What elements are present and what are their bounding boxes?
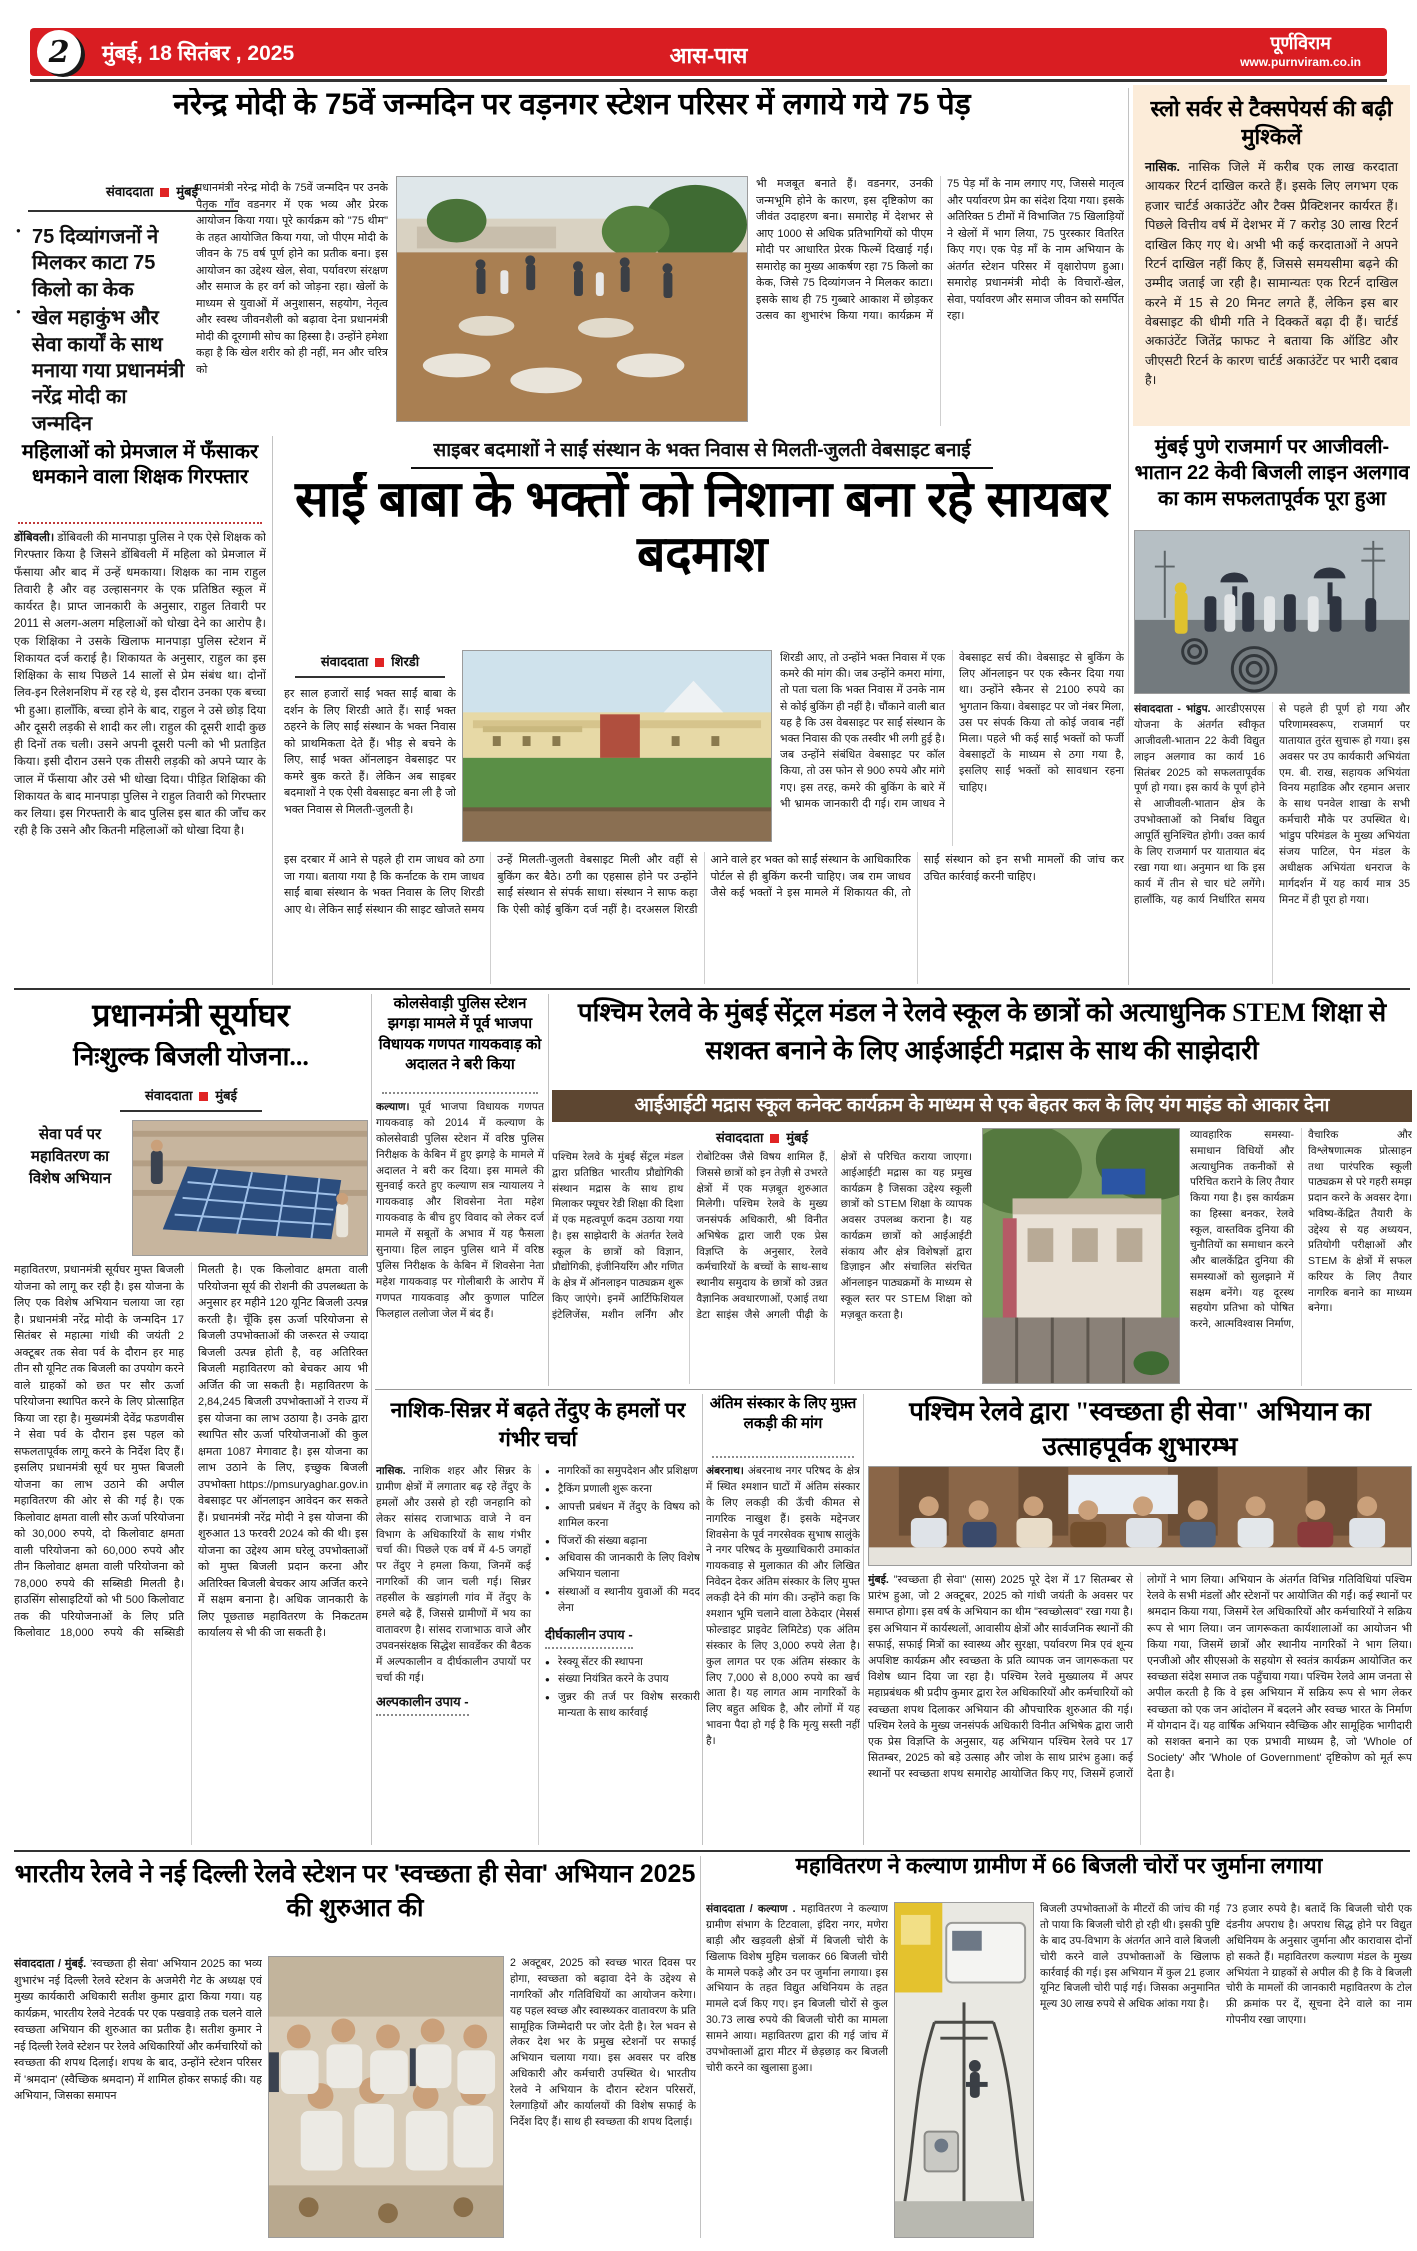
powerline-story-headline: मुंबई पुणे राजमार्ग पर आजीवली- भातान 22 केवी बिजली लाइन अलगाव का काम सफलतापूर्वक पूरा हुआ: [1134, 436, 1410, 510]
list-item: ● अधिवास की जानकारी के लिए विशेष अभियान चलाना: [545, 1551, 700, 1583]
leopard-story-headline: नाशिक-सिन्नर में बढ़ते तेंदुए के हमलों पर गंभीर चर्चा: [390, 1398, 686, 1452]
wood-story-body: अंबरनाथ। अंबरनाथ नगर परिषद के क्षेत्र में स्थित श्मशान घाटों में अंतिम संस्कार के लिए लकड़ी की ऊँची कीमत से नागरिक नाखुश हैं। इसके मद्देनजर शिवसेना के पूर्व नगरसेवक सुभाष सालुंके ने नगर परिषद के मुख्याधिकारी उमाकांत गायकवाड़ से मुलाकात की और लिखित निवेदन देकर अंतिम संस्कार के लिए मुफ्त लकड़ी देने की मांग की। उन्होंने कहा कि श्मशान भूमि चलाने वाला ठेकेदार (मेसर्स फोल्डाइट प्राइवेट लिमिटेड) एक अंतिम संस्कार के लिए 3,000 रुपये लेता है। कुल लागत पर एक अंतिम संस्कार के लिए 7,000 से 8,000 रुपये का खर्च आता है। यह लागत आम नागरिकों के लिए बहुत अधिक है, और लोगों में यह भावना पैदा हो गई है कि मृत्यु सस्ती नहीं है।: [706, 1465, 860, 1748]
column-rule: [548, 994, 549, 1386]
tree-planting-photo: [396, 176, 748, 422]
wr-story-headline: पश्चिम रेलवे द्वारा "स्वच्छता ही सेवा" अभियान का उत्साहपूर्वक शुभारम्भ: [909, 1397, 1371, 1462]
delhi-story-headline: भारतीय रेलवे ने नई दिल्ली रेलवे स्टेशन पर 'स्वच्छता ही सेवा' अभियान 2025 की शुरुआत की: [14, 1860, 696, 1922]
stem-story-body-main: पश्चिम रेलवे के मुंबई सेंट्रल मंडल द्वारा प्रतिष्ठित भारतीय प्रौद्योगिकी संस्थान मद्रास के साथ हाथ मिलाकर फ्यूचर रेडी शिक्षा की दिशा में एक महत्वपूर्ण कदम उठाया गया है। इस साझेदारी के अंतर्गत रेलवे स्कूल के छात्रों को विज्ञान, प्रौद्योगिकी, इंजीनियरिंग और गणित के क्षेत्र में ऑनलाइन पाठ्यक्रम शुरू किए जाएंगे। इनमें आर्टिफिशियल इंटेलिजेंस, मशीन लर्निंग और रोबोटिक्स जैसे विषय शामिल हैं, जिससे छात्रों को इन तेज़ी से उभरते क्षेत्रों में एक मज़बूत शुरुआत मिलेगी। पश्चिम रेलवे के मुख्य जनसंपर्क अधिकारी, श्री विनीत अभिषेक द्वारा जारी एक प्रेस विज्ञप्ति के अनुसार, रेलवे कर्मचारियों के बच्चों के साथ-साथ स्थानीय समुदाय के छात्रों को उन्नत वैज्ञानिक अवधारणाओं, एआई तथा डेटा साइंस जैसे अगली पीढ़ी के क्षेत्रों से परिचित कराया जाएगा। आईआईटी मद्रास का यह प्रमुख कार्यक्रम है जिसका उद्देश्य स्कूली छात्रों को STEM शिक्षा के व्यापक अवसर उपलब्ध कराना है। यह कार्यक्रम छात्रों को आईआईटी संकाय और क्षेत्र विशेषज्ञों द्वारा डिज़ाइन और संचालित संरचित ऑनलाइन पाठ्यक्रमों के माध्यम से स्कूल स्तर पर STEM शिक्षा को मज़बूत करता है।: [552, 1151, 972, 1321]
brand-website: www.purnviram.co.in: [1240, 54, 1361, 69]
dotted-divider: [18, 522, 262, 524]
wr-pledge-group-photo: [868, 1466, 1412, 1566]
suryaghar-body: महावितरण, प्रधानमंत्री सूर्यघर मुफ्त बिजली योजना को लागू कर रही है। इस योजना के लिए एक विशेष अभियान चलाया जा रहा है। प्रधानमंत्री नरेंद्र मोदी के जन्मदिन 17 सितंबर से महात्मा गांधी की जयंती 2 अक्टूबर तक सेवा पर्व के दौरान हर माह तीन सौ यूनिट तक बिजली का उपयोग करने वाले ग्राहकों को छत पर सौर ऊर्जा परियोजना स्थापित करने के लिए प्रोत्साहित किया जा रहा है। मुख्यमंत्री देवेंद्र फडणवीस ने सेवा पर्व के दौरान इस पहल को सफलतापूर्वक लागू करने के निर्देश दिए हैं। इसलिए प्रधानमंत्री सूर्य घर मुफ्त बिजली योजना का लाभ उठाने की अपील महावितरण की ओर से की गई है। एक किलोवाट क्षमता वाली सौर ऊर्जा परियोजना को 30,000 रुपये, दो किलोवाट क्षमता वाली परियोजना को 60,000 रुपये और तीन किलोवाट क्षमता वाली परियोजना को 78,000 रुपये की सब्सिडी मिलती है। हाउसिंग सोसाइटियों को भी 500 किलोवाट तक की परियोजनाओं के लिए प्रति किलोवाट 18,000 रुपये की सब्सिडी मिलती है। एक किलोवाट क्षमता वाली परियोजना सूर्य की रोशनी की उपलब्धता के अनुसार हर महीने 120 यूनिट बिजली उत्पन्न करती है। चूँकि इस ऊर्जा परियोजना से बिजली उपभोक्ताओं की जरूरत से ज्यादा बिजली उत्पन्न होती है, वह अतिरिक्त बिजली महावितरण को बेचकर आय भी अर्जित की जा सकती है। महावितरण के 2,84,245 बिजली उपभोक्ताओं ने राज्य में इस योजना का लाभ उठाया है। उनके द्वारा स्थापित सौर ऊर्जा परियोजनाओं की कुल क्षमता 1087 मेगावाट है। इस योजना का लाभ उठाने के लिए, इच्छुक बिजली उपभोक्ता https://pmsuryaghar.gov.in वेबसाइट पर ऑनलाइन आवेदन कर सकते हैं। प्रधानमंत्री नरेंद्र मोदी ने इस योजना की शुरुआत 13 फरवरी 2024 को की थी। इस योजना का उद्देश्य आम घरेलू उपभोक्ताओं को मुफ्त बिजली प्रदान करना और अतिरिक्त बिजली बेचकर आय अर्जित करने में सक्षम बनाना है। अधिक जानकारी के लिए पूछताछ महावितरण के निकटतम कार्यालय से भी की जा सकती है।: [14, 1264, 368, 1639]
tax-story-body: नासिक. नासिक जिले में करीब एक लाख करदाता आयकर रिटर्न दाखिल करते हैं। इसके लिए लगभग एक हजार चार्टर्ड अकाउंटेंट और टैक्स प्रैक्टिशनर कार्यरत हैं। पिछले वित्तीय वर्ष में देशभर में 7 करोड़ 30 लाख रिटर्न दाखिल किए गए थे। अभी भी कई करदाताओं ने अपने रिटर्न दाखिल नहीं किए हैं, जिससे समयसीमा बढ़ने की उम्मीद जताई जा रही है। सामान्यतः एक रिटर्न दाखिल करने में 15 से 20 मिनट लगते हैं, लेकिन इस बार वेबसाइट की धीमी गति ने दिक्कतें बढ़ा दी हैं। चार्टर्ड अकाउंटेंट जितेंद्र फाफट ने बताया कि ऑडिट और जीएसटी रिटर्न के कारण चार्टर्ड अकाउंटेंट पर भारी दबाव है।: [1145, 160, 1398, 388]
dateline: नासिक.: [1145, 160, 1180, 174]
section-divider: [14, 988, 1410, 990]
delhi-byline: संवाददाता / मुंबई.: [14, 1958, 87, 1970]
stem-story-body-right: व्यावहारिक समस्या-समाधान विधियों और अत्याधुनिक तकनीकों से परिचित कराने के लिए तैयार किया गया है। इस कार्यक्रम का हिस्सा बनकर, रेलवे स्कूल, वास्तविक दुनिया की चुनौतियों का समाधान करने और बालकेंद्रित दुनिया की समस्याओं को सुलझाने में सक्षम बनेंगे। यह दूरस्थ सहयोग प्रतिभा को पोषित करने, आत्मविश्वास निर्माण, वैचारिक और विश्लेषणात्मक प्रोत्साहन तथा पारंपरिक स्कूली पाठ्यक्रम से परे गहरी समझ प्रदान करने के अवसर देगा। भविष्य-केंद्रित तैयारी के उद्देश्य से यह अध्ययन, प्रतियोगी परीक्षाओं और STEM के क्षेत्रों में सफल करियर के लिए तैयार नागरिक बनाने का माध्यम बनेगा।: [1190, 1129, 1412, 1330]
sai-story-headline: साईं बाबा के भक्तों को निशाना बना रहे सायबर बदमाश: [295, 472, 1109, 582]
column-rule: [702, 1394, 703, 1845]
dateline: नासिक.: [376, 1465, 406, 1477]
byline-square-icon: [199, 1092, 208, 1101]
list-item: ● जुन्नर की तर्ज पर विशेष सरकारी मान्यता के साथ कार्रवाई: [545, 1690, 700, 1722]
section-divider: [14, 1850, 1410, 1852]
sai-story-byline: संवाददाता शिरडी: [320, 654, 420, 669]
masthead-date: मुंबई, 18 सितंबर , 2025: [102, 42, 295, 65]
court-story-headline: कोलसेवाड़ी पुलिस स्टेशन झगड़ा मामले में पूर्व भाजपा विधायक गणपत गायकवाड़ को अदालत ने बरी किया: [378, 995, 542, 1073]
list-item: ● संख्या नियंत्रित करने के उपाय: [545, 1672, 700, 1688]
theft-story-col2: बिजली उपभोक्ताओं के मीटरों की जांच की गई तो पाया कि बिजली चोरी हो रही थी। इसकी पुष्टि के बाद उप-विभाग के अंतर्गत आने वाले बिजली चोरी करने वाले उपभोक्ताओं के खिलाफ कार्रवाई की गई। इस अभियान में कुल 21 हजार यूनिट बिजली चोरी पाई गई। जिसका अनुमानित मूल्य 30 लाख रुपये से अधिक आंका गया है।: [1040, 1903, 1220, 2011]
masthead-bar: [30, 28, 1387, 76]
list-item: ● रेस्क्यू सेंटर की स्थापना: [545, 1655, 700, 1671]
column-rule: [272, 436, 273, 985]
column-rule: [371, 994, 372, 1845]
wood-story-headline: अंतिम संस्कार के लिए मुफ़्त लकड़ी की मांग: [709, 1395, 857, 1433]
masthead-rule: [30, 79, 1387, 82]
stem-story-main: [552, 1128, 972, 1386]
sai-story-body-bottom: इस दरबार में आने से पहले ही राम जाधव को ठगा जा गया। बताया गया है कि कर्नाटक के राम जाधव साईं बाबा संस्थान के भक्त निवास के लिए शिरडी आए थे। लेकिन साईं संस्थान की साइट खोजते समय उन्हें मिलती-जुलती वेबसाइट मिली और वहीं से बुकिंग कर बैठे। ठगी का एहसास होने पर उन्होंने साईं संस्थान से संपर्क साधा। संस्थान ने साफ कहा कि ऐसी कोई बुकिंग दर्ज नहीं है। दरअसल शिरडी आने वाले हर भक्त को साईं संस्थान के आधिकारिक पोर्टल से ही बुकिंग करनी चाहिए। जब राम जाधव जैसे कई भक्तों ने इस मामले में शिकायत की, तो साईं संस्थान को इन सभी मामलों की जांच कर उचित कार्रवाई करनी चाहिए।: [284, 854, 1124, 916]
suryaghar-headline-2: निःशुल्क बिजली योजना...: [73, 1042, 309, 1071]
sai-story-left-col: [284, 652, 456, 848]
stem-story-banner: आईआईटी मद्रास स्कूल कनेक्ट कार्यक्रम के माध्यम से एक बेहतर कल के लिए यंग माइंड को आकार देना: [552, 1090, 1412, 1122]
shirdi-complex-photo: [462, 650, 772, 842]
paper-title: आस-पास: [669, 43, 748, 68]
leopard-short-term-heading: अल्पकालीन उपाय -: [376, 1692, 469, 1716]
sai-story-kicker-wrap: [280, 436, 1124, 469]
list-item: ● 75 दिव्यांगजनों ने मिलकर काटा 75 किलो का केक: [16, 224, 190, 303]
list-item: ● पिंजरों की संख्या बढ़ाना: [545, 1534, 700, 1550]
stem-school-building-photo: [982, 1128, 1180, 1384]
list-item: ● आपत्ती प्रबंधन में तेंदुए के विषय को शामिल करना: [545, 1500, 700, 1532]
dotted-divider: [382, 1092, 538, 1094]
stem-story-byline: संवाददाता मुंबई: [716, 1130, 808, 1145]
leopard-story-body: नासिक. नाशिक शहर और सिन्नर के ग्रामीण क्षेत्रों में लगातार बढ़ रहे तेंदुए के हमलों और उससे हो रही जनहानि को लेकर सांसद राजाभाऊ वाजे ने वन विभाग के अधिकारियों के साथ गंभीर चर्चा की। पिछले एक वर्ष में 4-5 जगहों पर तेंदुए ने हमला किया, जिनमें कई नागरिकों की जान चली गई। सिन्नर तहसील के खड़ांगली गांव में तेंदुए के हमले बढ़े हैं, जिससे ग्रामीणों में भय का वातावरण है। सांसद राजाभाऊ वाजे और उपवनसंरक्षक सिद्धेश सावर्डेकर की बैठक में अल्पकालीन व दीर्घकालीन उपायों पर चर्चा की गई। अल्पकालीन उपाय - ● नागरिकों का समुपदेशन और प्रशिक्षण ● ट्रैकिंग प्रणाली शुरू करना ● आपत्ती प्रबंधन में तेंदुए के विषय को शामिल करना ● पिंजरों की संख्या बढ़ाना ● अधिवास की जानकारी के लिए विशेष अभियान चलाना ● संस्थाओं व स्थानीय युवाओं की मदद लेना दीर्घकालीन उपाय - ● रेस्क्यू सेंटर की स्थापना ● संख्या नियंत्रित करने के उपाय ● जुन्नर की तर्ज पर विशेष सरकारी मान्यता के साथ कार्रवाई: [376, 1464, 700, 1845]
column-rule: [1128, 88, 1129, 985]
top-story-byline: संवाददाता मुंबई: [106, 184, 198, 199]
sai-story-kicker: साइबर बदमाशों ने साईं संस्थान के भक्त निवास से मिलती-जुलती वेबसाइट बनाई: [411, 436, 992, 469]
top-story-body-right: भी मजबूत बनाते हैं। वडनगर, उनकी जन्मभूमि होने के कारण, इस दृष्टिकोण का जीवंत उदाहरण बना। समारोह में देशभर से आए 1000 से अधिक प्रतिभागियों को पीएम मोदी पर आधारित प्रेरक फिल्में दिखाई गईं। समारोह का मुख्य आकर्षण रहा 75 किलो का केक, जिसे 75 दिव्यांगजन ने मिलकर काटा। इसके साथ ही 75 गुब्बारे आकाश में छोड़कर उत्सव का शुभारंभ किया गया। कार्यक्रम में 75 पेड़ माँ के नाम लगाए गए, जिससे मातृत्व और पर्यावरण प्रेम का संदेश दिया गया। इसके अतिरिक्त 5 टीमों में विभाजित 75 खिलाड़ियों ने खेलों में भाग लिया, 75 पुरस्कार वितरित किए गए। एक पेड़ माँ के नाम अभियान के अंतर्गत स्टेशन परिसर में वृक्षारोपण हुआ। समारोह प्रधानमंत्री मोदी के विचारों-खेल, सेवा, पर्यावरण और समाज जीवन को समर्पित रहा।: [756, 178, 1124, 322]
masthead-brand: [1240, 33, 1361, 69]
byline-square-icon: [770, 1134, 779, 1143]
list-item: ● नागरिकों का समुपदेशन और प्रशिक्षण: [545, 1464, 700, 1480]
suryaghar-subhead: सेवा पर्व पर महावितरण का विशेष अभियान: [28, 1126, 112, 1187]
top-story-body-left: प्रधानमंत्री नरेन्द्र मोदी के 75वें जन्मदिन पर उनके पैतृक गाँव वडनगर में एक भव्य और प्रेरक आयोजन किया गया। पूरे कार्यक्रम को "75 थीम" के तहत आयोजित किया गया, जो पीएम मोदी के जीवन के 75 वर्ष पूर्ण होने का प्रतीक बना। इस आयोजन का उद्देश्य खेल, सेवा, पर्यावरण संरक्षण और समाज के हर वर्ग को जोड़ना रहा। खेलों के माध्यम से युवाओं में अनुशासन, सहयोग, नेतृत्व और स्वस्थ जीवनशैली को बढ़ावा देना प्रधानमंत्री मोदी की दूरगामी सोच का हिस्सा है। उन्होंने हमेशा कहा है कि खेल शरीर को ही नहीं, मन और चरित्र को: [196, 182, 388, 376]
tax-story-box: [1133, 85, 1410, 426]
teacher-story-headline: महिलाओं को प्रेमजाल में फँसाकर धमकाने वाला शिक्षक गिरफ्तार: [21, 441, 259, 488]
byline-square-icon: [160, 188, 169, 197]
court-story-body: कल्याण। पूर्व भाजपा विधायक गणपत गायकवाड़ को 2014 में कल्याण के कोलसेवाडी पुलिस स्टेशन में वरिष्ठ पुलिस निरीक्षक के केबिन में हुए झगड़े के मामले में अदालत ने बरी कर दिया। इस मामले की सुनवाई करते हुए कल्याण सत्र न्यायालय ने गायकवाड़ और शिवसेना नेता महेश गायकवाड़ के बीच हुए विवाद को लेकर दर्ज मामले में सबूतों के अभाव में यह फैसला सुनाया। हिल लाइन पुलिस थाने में वरिष्ठ पुलिस निरीक्षक के केबिन में शिवसेना नेता महेश गायकवाड़ पर गोलीबारी के आरोप में गणपत गायकवाड़ और कुणाल पाटिल फिलहाल तलोजा जेल में बंद हैं।: [376, 1101, 544, 1320]
sai-story-body-right: शिरडी आए, तो उन्होंने भक्त निवास में एक कमरे की मांग की। जब उन्होंने कमरा मांगा, तो पता चला कि भक्त निवास में उनके नाम से कोई बुकिंग ही नहीं है। चौंकाने वाली बात यह है कि उस वेबसाइट पर साईं संस्थान के भक्त निवास की एक तस्वीर भी लगी हुई है। जब उन्होंने संबंधित वेबसाइट पर कॉल किया, तो उस फोन से 900 रुपये और मांगे गए। इस तरह, कमरे की बुकिंग के बारे में भी भ्रामक जानकारी दी गई। राम जाधव ने वेबसाइट सर्च की। वेबसाइट से बुकिंग के लिए ऑनलाइन पर एक स्कैनर दिया गया था। उन्होंने स्कैनर से 2100 रुपये का भुगतान किया। वेबसाइट पर जो नंबर मिला, उस पर संपर्क किया तो कोई जवाब नहीं मिला। पहले भी कई साईं भक्तों को फर्जी वेबसाइटों के माध्यम से ठगा गया है, इसलिए साईं भक्तों को सावधान रहना चाहिए।: [780, 652, 1124, 810]
section-divider: [375, 1389, 1412, 1390]
teacher-story-body: डोंबिवली। डोंबिवली की मानपाड़ा पुलिस ने एक ऐसे शिक्षक को गिरफ्तार किया है जिसने डोंबिवली में महिला को प्रेमजाल में फँसाया और बाद में उन्हें धमकाया। शिक्षक का नाम राहुल तिवारी है और वह उल्हासनगर के एक प्रतिष्ठित स्कूल में कार्यरत है। प्राप्त जानकारी के अनुसार, राहुल तिवारी पर 2011 से अलग-अलग महिलाओं को धोखा देने का आरोप है। एक शिक्षिका ने उसके खिलाफ मानपाड़ा पुलिस स्टेशन में शिकायत दर्ज कराई है। शिकायत के अनुसार, राहुल का इस शिक्षिका के साथ पिछले 14 सालों से प्रेम संबंध था। दोनों लिव-इन रिलेशनशिप में रह रहे थे, इस दौरान उनका एक बच्चा भी हुआ। हालाँकि, बच्चा होने के बाद, राहुल ने उसे छोड़ दिया और दूसरी लड़की से शादी कर ली। राहुल की दूसरी शादी कुछ ही दिनों तक चली। उसने अपनी दूसरी पत्नी को भी प्रताड़ित किया। इसी दौरान उसने एक तीसरी लड़की को अपने प्यार के जाल में फँसाया और उसे भी धोखा दिया। पीड़ित शिक्षिका की शिकायत के बाद मानपाड़ा पुलिस ने राहुल तिवारी को गिरफ्तार कर लिया। इस गिरफ्तारी के बाद पुलिस इस बात की जाँच कर रही है कि उसने और कितनी महिलाओं को धोखा दिया है।: [14, 532, 266, 838]
page-number: 2: [48, 34, 70, 70]
tax-story-headline: स्लो सर्वर से टैक्सपेयर्स की बढ़ी मुश्किलें: [1150, 96, 1393, 149]
brand-name: पूर्णविराम: [1270, 33, 1331, 53]
dateline: कल्याण।: [376, 1101, 410, 1113]
delhi-story-body-right: 2 अक्टूबर, 2025 को स्वच्छ भारत दिवस पर होगा, स्वच्छता को बढ़ावा देने के उद्देश्य से नागरिकों और गतिविधियों का आयोजन करेगा। यह पहल स्वच्छ और स्वास्थ्यकर वातावरण के प्रति सामूहिक जिम्मेदारी पर जोर देती है। रेल भवन से लेकर देश भर के प्रमुख स्टेशनों पर सफाई अभियान चलाया गया। इस अवसर पर वरिष्ठ अधिकारी और कर्मचारी उपस्थित थे। भारतीय रेलवे ने अभियान के दौरान स्टेशन परिसरों, रेलगाड़ियों और कार्यालयों की विशेष सफाई के निर्देश दिए हैं। साथ ही स्वच्छता की शपथ दिलाई।: [510, 1957, 696, 2128]
dotted-divider: [712, 1456, 854, 1458]
dateline: अंबरनाथ।: [706, 1465, 744, 1477]
theft-story-headline: महावितरण ने कल्याण ग्रामीण में 66 बिजली चोरों पर जुर्माना लगाया: [795, 1854, 1323, 1878]
top-story-headline: नरेन्द्र मोदी के 75वें जन्मदिन पर वड़नगर स्टेशन परिसर में लगाये गये 75 पेड़: [173, 88, 971, 121]
leopard-long-term-heading: दीर्घकालीन उपाय -: [545, 1625, 633, 1649]
suryaghar-headline-1: प्रधानमंत्री सूर्याघर: [92, 998, 290, 1033]
electricity-theft-photo: [894, 1902, 1034, 2238]
powerline-byline: संवाददाता - भांडुप.: [1134, 703, 1211, 715]
theft-story-col1: संवाददाता / कल्याण . महावितरण ने कल्याण ग्रामीण संभाग के टिटवाला, इंदिरा नगर, मणेरा बाड़ी और खड़वली क्षेत्रों में बिजली चोरी के खिलाफ विशेष मुहिम चलाकर 66 बिजली चोरी के मामले पकड़े और उन पर जुर्माना लगाया। इस अभियान के तहत विद्युत अधिनियम के तहत मामले दर्ज किए गए। इन बिजली चोरों से कुल 30.73 लाख रुपये की बिजली चोरी का मामला सामने आया। महावितरण द्वारा की गई जांच में उपभोक्ताओं द्वारा मीटर में छेड़छाड़ कर बिजली चोरी करने का खुलासा हुआ।: [706, 1903, 888, 2074]
list-item: ● खेल महाकुंभ और सेवा कार्यों के साथ मनाया गया प्रधानमंत्री नरेंद्र मोदी का जन्मदिन: [16, 305, 190, 437]
list-item: ● ट्रैकिंग प्रणाली शुरू करना: [545, 1482, 700, 1498]
dateline: डोंबिवली।: [14, 532, 55, 544]
delhi-story-body-left: संवाददाता / मुंबई. 'स्वच्छता ही सेवा' अभियान 2025 का भव्य शुभारंभ नई दिल्ली रेलवे स्टेशन के अजमेरी गेट के अध्यक्ष एवं मुख्य कार्यकारी अधिकारी सतीश कुमार द्वारा किया गया। यह कार्यक्रम, भारतीय रेलवे नेटवर्क पर एक पखवाड़े तक चलने वाले स्वच्छता अभियान की शुरुआत का प्रतीक है। सतीश कुमार ने नई दिल्ली रेलवे स्टेशन पर रेलवे अधिकारियों और कर्मचारियों को स्वच्छता की शपथ दिलाई। शपथ के बाद, उन्होंने स्टेशन परिसर में 'श्रमदान' (स्वैच्छिक श्रमदान) में शामिल होकर सफाई की। यह अभियान, जिसका समापन: [14, 1958, 262, 2102]
byline-square-icon: [375, 658, 384, 667]
dateline: मुंबई.: [868, 1574, 889, 1586]
sai-story-intro: हर साल हजारों साईं भक्त साईं बाबा के दर्शन के लिए शिरडी आते हैं। साईं भक्त ठहरने के लिए साईं संस्थान के भक्त निवास को प्राथमिकता देते हैं। भीड़ से बचने के लिए, साईं भक्त ऑनलाइन वेबसाइट पर कमरे बुक करते हैं। लेकिन अब साइबर बदमाशों ने एक ऐसी वेबसाइट बना ली है जो भक्त निवास से मिलती-जुलती है।: [284, 688, 456, 816]
delhi-launch-event-photo: [268, 1956, 504, 2238]
theft-byline: संवाददाता / कल्याण .: [706, 1903, 796, 1915]
list-item: ● संस्थाओं व स्थानीय युवाओं की मदद लेना: [545, 1585, 700, 1617]
byline-rule: [120, 1110, 262, 1112]
solar-panel-photo: [132, 1120, 368, 1256]
powerline-story-body: संवाददाता - भांडुप. आरडीएसएस योजना के अंतर्गत स्वीकृत आजीवली-भातान 22 केवी विद्युत लाइन अलगाव का कार्य 16 सितंबर 2025 को सफलतापूर्वक पूर्ण हो गया। इस कार्य के पूर्ण होने से आजीवली-भातान क्षेत्र के उपभोक्ताओं को निर्बाध विद्युत आपूर्ति सुनिश्चित होगी। उक्त कार्य के लिए राजमार्ग पर यातायात बंद रखा गया था। अनुमान था कि इस कार्य में तीन से चार घंटे लगेंगे। हालाँकि, यह कार्य निर्धारित समय से पहले ही पूर्ण हो गया और परिणामस्वरूप, राजमार्ग पर यातायात तुरंत सुचारू हो गया। इस अवसर पर उप कार्यकारी अभियंता एम. बी. राख, सहायक अभियंता विनय महाडिक और रहमान अत्तार के साथ पनवेल शाखा के सभी कर्मचारी मौके पर उपस्थित थे। भांडुप परिमंडल के मुख्य अभियंता संजय पाटिल, पेन मंडल के अधीक्षक अभियंता धनराज के मार्गदर्शन में यह कार्य मात्र 35 मिनट में ही पूरा हो गया।: [1134, 703, 1410, 906]
suryaghar-byline: संवाददाता मुंबई: [145, 1088, 237, 1103]
rain-cable-work-photo: [1134, 530, 1410, 694]
stem-story-headline: पश्चिम रेलवे के मुंबई सेंट्रल मंडल ने रेलवे स्कूल के छात्रों को अत्याधुनिक STEM शिक्षा से सशक्त बनाने के लिए आईआईटी मद्रास के साथ की साझेदारी: [577, 998, 1387, 1065]
column-rule: [700, 1856, 701, 2238]
top-story-bullets: [16, 222, 190, 466]
wr-story-body: मुंबई. "स्वच्छता ही सेवा" (सास) 2025 पूरे देश में 17 सितम्बर से प्रारंभ हुआ, जो 2 अक्टूबर, 2025 को गांधी जयंती के अवसर पर समाप्त होगा। इस वर्ष के अभियान का थीम "स्वच्छोत्सव" रखा गया है। इस अभियान में कार्यस्थलों, आवासीय क्षेत्रों और सार्वजनिक स्थानों की सफाई, सफाई मित्रों का स्वास्थ्य और सुरक्षा, पर्यावरण मित्र एवं शून्य अपशिष्ट कार्यक्रम और स्वच्छता के प्रति व्यापक जन जागरूकता पर विशेष ध्यान दिया जा रहा है। पश्चिम रेलवे मुख्यालय में अपर महाप्रबंधक श्री प्रदीप कुमार द्वारा रेल अधिकारियों और कर्मचारियों को स्वच्छता शपथ दिलाकर अभियान की औपचारिक शुरुआत की गई। पश्चिम रेलवे के मुख्य जनसंपर्क अधिकारी विनीत अभिषेक द्वारा जारी एक प्रेस विज्ञप्ति के अनुसार, यह अभियान पश्चिम रेलवे पर 17 सितम्बर, 2025 को बड़े उत्साह और जोश के साथ प्रारंभ हुआ। कई स्थानों पर स्वच्छता शपथ समारोह आयोजित किए गए, जिसमें हजारों लोगों ने भाग लिया। अभियान के अंतर्गत विभिन्न गतिविधियां पश्चिम रेलवे के सभी मंडलों और स्टेशनों पर आयोजित की गईं। कई स्थानों पर श्रमदान किया गया, जिसमें रेल अधिकारियों और कर्मचारियों ने सक्रिय रूप से भाग लिया। जन जागरूकता कार्यशालाओं का आयोजन भी किया गया, जिसमें छात्रों और स्थानीय नागरिकों ने भाग लिया। एनजीओ और सीएसओ के सहयोग से स्वतंत्र कार्यक्रम आयोजित कर स्वच्छता संदेश समाज तक पहुँचाया गया। पश्चिम रेलवे आम जनता से अपील करती है कि वे इस अभियान में सक्रिय रूप से भाग लेकर स्वच्छता को एक जन आंदोलन में बदलने और स्वच्छ भारत के निर्माण में योगदान दें। यह वार्षिक अभियान स्वैच्छिक और सामूहिक भागीदारी को सशक्त बनाने का एक प्रभावी माध्यम है, जो 'Whole of Society' और 'Whole of Government' दृष्टिकोण को मूर्त रूप देता है।: [868, 1574, 1412, 1781]
column-rule: [863, 1394, 864, 1845]
theft-story-col3: 73 हजार रुपये है। बतादें कि बिजली चोरी एक दंडनीय अपराध है। अपराध सिद्ध होने पर विद्युत अधिनियम के अनुसार जुर्माना और कारावास दोनों हो सकते हैं। महावितरण कल्याण मंडल के मुख्य अभियंता ने ग्राहकों से अपील की है कि वे बिजली चोरी के मामलों की जानकारी महावितरण के टोल फ्री क्रमांक पर दें, सूचना देने वाले का नाम गोपनीय रखा जाएगा।: [1226, 1903, 1412, 2027]
byline-rule: [295, 676, 445, 678]
